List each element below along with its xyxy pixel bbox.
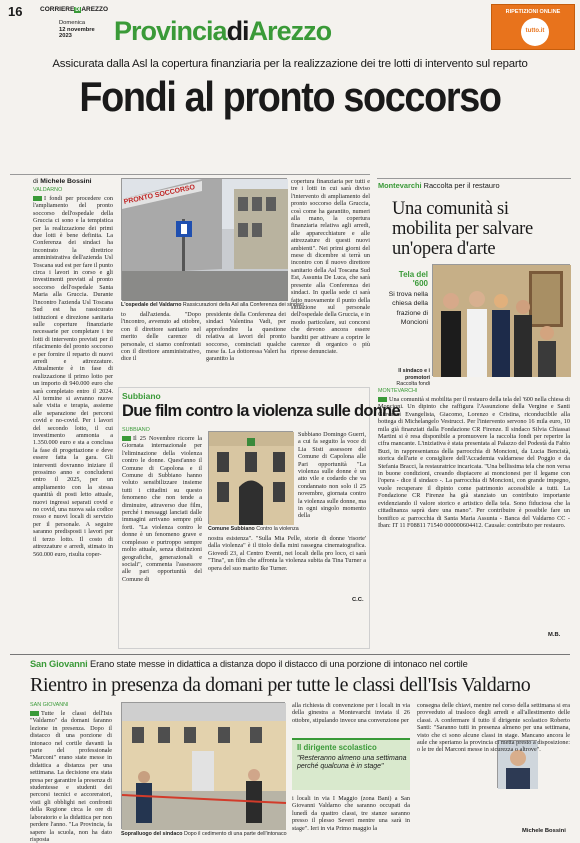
lead-headline: Fondi al pronto soccorso [79, 73, 501, 120]
montevarchi-section [378, 181, 500, 190]
section-title [114, 16, 331, 47]
section-title-b: di [226, 16, 249, 46]
montevarchi-caption [386, 368, 430, 388]
montevarchi-signature: M.B. [548, 632, 561, 638]
sangiovanni-rule [10, 654, 570, 655]
issue-daymonth: 12 novembre [59, 26, 95, 33]
ad-box[interactable] [491, 4, 575, 50]
sangiovanni-strap-text: Erano state messe in didattica a distanza dopo il distacco di una porzione di intonaco nel cortile [90, 659, 468, 669]
lead-column-2: to dall'azienda. "Dopo l'incontro, avvenuto ad ottobre, con il direttore sanitario nel merito delle carenze di personale, ci siamo confrontati con il direttore amministrativo, dice il [121, 311, 201, 363]
sangiovanni-signature: Michele Bossini [522, 828, 566, 834]
lead-byline [33, 178, 92, 185]
violenza-location: SUBBIANO [122, 427, 150, 433]
lead-caption-bold: L'ospedale del Valdarno [121, 302, 182, 308]
sangiovanni-location: SAN GIOVANNI [30, 702, 69, 708]
violenza-column-full: nostra esistenza". "Sulla Mia Pelle, storie di donne 'risorte' dalla violenza" è il titolo della mini rassegna cinematografica. Giovedì 23, al Centro Eventi, nei locali della pro loco, ci sarà "Tina", un film che affronta la violenza subita da Tina Turner a opera del suo marito Ike Turner. [208, 535, 366, 572]
section-title-c: Arezzo [248, 16, 332, 46]
violenza-signature: C.C. [352, 597, 364, 603]
violenza-col1-text: Il 25 Novembre ricorre la Giornata internazionale per l'eliminazione della violenza contro le donne. Quest'anno il Comune di Capolona e il Comune di Subbiano hanno voluto sensibilizzare insieme tutti i cittadini su questo fenomeno che non tende a diminuire, attraverso due film, perché i messaggi lanciati dalle immagini arrivano sempre più forti. "La violenza contro le donne è un fenomeno grave e complesso e purtroppo sempre molto attuale, senza distinzioni geografiche, generazionali e sociali", commenta l'assessore alle pari opportunità del Comune di [122, 435, 202, 583]
violenza-photo [208, 431, 293, 524]
lead-column-3: presidente della Conferenza dei sindaci Valentina Vadi, per approfondire la questione relativa ai lavori del pronto soccorso, cominciati qualche mese fa. La dottoressa Valeri ha garantito la [206, 311, 286, 363]
lead-col1-text: I fondi per procedere con l'ampliamento del pronto soccorso dell'ospedale della Gruccia ci sono e la tempistica per la realizzazione dei primi due lotti è bene definita. La Conferenza dei sindaci ha incontrato la direttrice amministrativa dell'azienda Usl Toscana sud est per fare il punto circa i lavori in corso e gli investimenti previsti al pronto soccorso dell'ospedale Santa Maria alla Gruccia. Durante l'incontro l'azienda Usl Toscana Sud est ha rassicurato istituzioni e direzione sanitaria sulle coperture finanziarie necessarie per completare i tre lotti di intervento previsti per il rifacimento del pronto soccorso e per fornire il reparto di nuovi arredi e attrezzature. Attualmente è in fase di realizzazione il primo lotto per un importo di 940.000 euro che sarà completato entro il 2024. Al termine si avranno nuove sale visita e terapia, assieme alle separazione dei percorsi covid e no-covid. Per i lavori del secondo lotto, il cui investimento ammonta a 1.350.000 euro e sta a conclusa la fase di progettazione e deve essere fatta la gara. Gli interventi dovranno iniziare il prossimo anno e concludersi entro il 2025, per un ampliamento con la stessa quantità di posti letto attuale, nuovi ingressi separati covid e no covid, una nuova sala codice rosso e nuovi locali di servizio per il personale. A seguire saranno predisposti i lavori per il terzo lotto. Il costo di attrezzature e arredi, stimato in 560.000 euro, risulta coper- [33, 195, 113, 558]
sangiovanni-col1-text: Tutte le classi dell'Isis "Valdarno" da domani faranno lezione in presenza. Dopo il distacco di una porzione di intonaco nel cortile davanti la parte del professionale "Marconi" erano state messe in didattica a distanza per una settimana. La decisione era stata presa per garantire la presenza di studentesse e studenti dei percorsi tecnici e accoreratori, visti gli obblighi nei confronti della Regione circa le ore di laboratorio e la didattica per non perdere l'anno. "La Provincia, fa sapere la scuola, non ha dato risposta [30, 710, 112, 843]
montevarchi-section-sub: Raccolta per il restauro [423, 181, 500, 190]
violenza-column-1 [122, 435, 202, 593]
lead-location: VALDARNO [33, 187, 63, 193]
sangiovanni-column-3a: alla richiesta di convenzione per i locali in via della ginestra a Montevarchi inviata il 26 ottobre, stipulando invece una convenzione per [292, 702, 410, 724]
sangiovanni-column-3b: i locali in via I Maggio (zona Bani) a San Giovanni Valdarno che saranno occupati da lunedì da quattro classi, tre stanze saranno presso il plesso Severi mentre una sarà in stage". Ieri in via Primo maggio la [292, 795, 410, 832]
dropcap-marker [378, 397, 387, 402]
montevarchi-rule [377, 178, 571, 179]
page-number: 16 [8, 4, 23, 19]
sangiovanni-caption-bold: Sopralluogo del sindaco [121, 831, 183, 837]
lead-caption [121, 302, 304, 309]
ad-brand: tutto.it [525, 28, 545, 34]
masthead-logo [40, 6, 108, 13]
violenza-caption [208, 526, 299, 533]
logo-corriere: CORRIERE [40, 6, 75, 13]
lead-rule [10, 174, 370, 175]
lead-column-4: copertura finanziaria per tutti e tre i lotti in cui sarà diviso l'intervento di ampliamento del pronto soccorso della Gruccia, così come ha garantito, numeri alla mano, la copertura finanziaria relativa agli arredi, alle apparecchiature e alle attrezzature di questi nuovi ambienti". Nei primi giorni del mese di dicembre si terrà un incontro con il nuovo direttore sanitario della Asl Toscana Sud Est, Assunta De Luca, che sarà presente alla Conferenza dei sindaci. In quella sede ci sarà fatto nuovamente il punto della situazione sul personale dell'ospedale della Gruccia, e in modo particolare, sui concorsi che devono ancora essere banditi per attivare a coprire le carenze di organico o più riprese denunciate. [291, 178, 370, 356]
lead-column-1 [33, 195, 113, 650]
violenza-column-2: Subbiano Domingo Guerri, a cui fa seguito la voce di Lia Sisti assessore del Comune di Capolona alle Pari opportunità "La violenza sulle donne è un atto vile e codardo che va condannato non solo il 25 novembre, giornata contro la violenza sulle donne, ma in ogni singolo momento della [298, 431, 366, 520]
violenza-caption-bold: Comune Subbiano [208, 526, 255, 532]
issue-year: 2023 [59, 33, 72, 40]
byline-author: Michele Bossini [40, 178, 92, 185]
sangiovanni-strap [30, 659, 570, 669]
sangiovanni-box-quote: "Resteranno almeno una settimana perché qualcuna è in stage" [297, 755, 407, 771]
montevarchi-headline: Una comunità si mobilita per salvare un'opera d'arte [392, 199, 533, 259]
issue-day: Domenica [59, 20, 86, 26]
sangiovanni-caption-text: Dopo il cedimento di una parte dell'intonaco [184, 831, 287, 837]
violenza-caption-text: Contro la violenza [256, 526, 299, 532]
montevarchi-pull-title: Tela del '600 [398, 270, 428, 288]
sangiovanni-column-4: consegna delle chiavi, mentre nel corso della settimana si era provveduto al trasloco degli arredi e all'allestimento delle classi. A confermare il tutto il dirigente scolastico Roberto Santi: "Saranno tutti in presenza almeno per una settimana, visto che ci sono alcune classi in stage. Mancano ancora le aule che speriamo la provincia ci metta presto a disposizione: o le tre del Marconi messe in sicurezza o altrove". [417, 702, 570, 754]
photo-sign: PRONTO SOCCORSO [123, 183, 196, 206]
montevarchi-body-text: Una comunità si mobilita per il restauro della tela del '600 nella chiesa di Moncioni. Un dipinto che raffigura l'Assunzione della Vergine e Santi Giovanni Evangelista, Giacomo, Lorenzo e Cristina, riconducibile alla bottega di Michelangelo Vestrucci. Per l'intervento servono 16 mila euro, 10 mila già finanziati dalla Fondazione CR Firenze. Il sindaco Silvia Chiassai Martini si è resa disponibile a promuovere la raccolta fondi per reperire la cifra mancante. L'iniziativa è stata presentata al Palazzo del Podestà da Fabio Buzi, in rappresentanza della parrocchia di Moncioni, da Lucia Bencistà, storica dell'arte e consigliere dell'Accademia valdarnese del Poggio e da Stefania Bracci, la restauratrice incaricata. "Una bellissima tela che non versa in buone condizioni, creando dispiacere ai moncionesi per il legame con l'opera - dice il sindaco -. La parrocchia di Moncioni, con grande impegno, vuole recuperare il dipinto come patrimonio accessibile a tutti. La Fondazione CR Firenze ha già stanziato un contributo importante evidenziando il valore storico e artistico della tela. Sono fiduciosa che la cittadinanza saprà dare una mano". Per contribuire è possibile fare un bonifico a: parrocchia di Santa Maria Assunta - Banca del Valdarno CC - Iban: IT 11 F08811 71540 000000604412. Causale: contributo per restauro. [378, 396, 570, 529]
violenza-headline: Due film contro la violenza sulle donne [122, 402, 400, 420]
dropcap-marker [33, 196, 42, 201]
logo-arezzo: AREZZO [81, 6, 109, 13]
montevarchi-body [378, 396, 570, 628]
byline-prefix: di [33, 178, 41, 185]
dropcap-marker [30, 711, 39, 716]
sangiovanni-caption [121, 831, 291, 838]
lead-kicker: Assicurata dalla Asl la copertura finanziaria per la realizzazione dei tre lotti di intervento sul reparto [52, 58, 528, 70]
ad-title: RIPETIZIONI ONLINE [505, 9, 561, 15]
montevarchi-photo [432, 264, 570, 376]
sangiovanni-column-1 [30, 710, 112, 843]
sangiovanni-headline: Rientro in presenza da domani per tutte le classi dell'Isis Valdarno [30, 674, 531, 696]
montevarchi-location: MONTEVARCHI [378, 388, 418, 394]
violenza-section: Subbiano [122, 391, 161, 401]
sangiovanni-photo [121, 702, 285, 829]
sangiovanni-section: San Giovanni [30, 659, 88, 669]
montevarchi-pull-text: Si trova nella chiesa della frazione di Moncioni [388, 291, 428, 327]
sangiovanni-box-title: Il dirigente scolastico [297, 743, 377, 752]
montevarchi-section-name: Montevarchi [378, 181, 422, 190]
lead-caption-text: Rassicurazioni della Asl alla Conferenza dei sindaci [182, 302, 304, 308]
issue-date [59, 20, 95, 40]
montevarchi-caption-text: Raccolta fondi [396, 381, 430, 387]
dropcap-marker [122, 436, 131, 441]
montevarchi-caption-bold: Il sindaco e i promotori [398, 368, 430, 381]
section-title-a: Provincia [114, 16, 227, 46]
lead-photo [121, 178, 287, 300]
logo-di: DI [75, 7, 81, 13]
